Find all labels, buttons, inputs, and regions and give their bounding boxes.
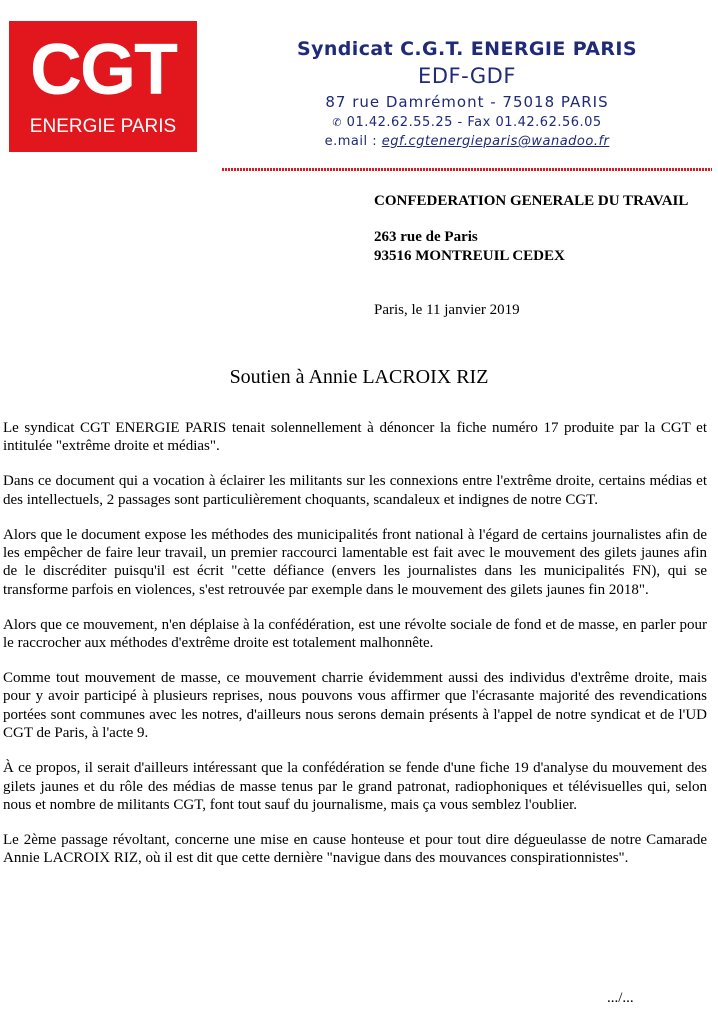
body-paragraph: Le syndicat CGT ENERGIE PARIS tenait solennellement à dénoncer la fiche numéro 17 produite par la CGT et intitulée "extrême droite et médias".	[3, 420, 707, 455]
letterhead-address: 87 rue Damrémont - 75018 PARIS	[325, 93, 609, 111]
email-label: e.mail :	[324, 134, 378, 149]
body-paragraph: Le 2ème passage révoltant, concerne une mise en cause honteuse et pour tout dire dégueulasse de notre Camarade Annie LACROIX RIZ, où il est dit que cette dernière "navigue dans des mouvances conspirationnistes".	[3, 831, 707, 867]
body-paragraph: Alors que le document expose les méthodes des municipalités front national à l'égard de certains journalistes afin de les empêcher de faire leur travail, un premier raccourci lamentable est fait avec le mouvement des gilets jaunes afin de le discréditer puisqu'il est écrit "cette défiance (envers les journalistes dans les municipalités FN), qui se transforme parfois en violences, s'est retrouvée par exemple dans le mouvement des gilets jaunes fin 2018".	[3, 526, 707, 598]
continuation-mark: .../...	[607, 990, 634, 1006]
recipient-city: 93516 MONTREUIL CEDEX	[374, 248, 565, 264]
logo-wordmark: CGT	[30, 30, 176, 110]
letterhead-divider	[222, 168, 712, 171]
body-paragraph: Comme tout mouvement de masse, ce mouvement charrie évidemment aussi des individus d'extrême droite, mais pour y avoir participé à plusieurs reprises, nous pouvons vous affirmer que l'écrasante majorité des revendications portées sont communes avec les notres, d'ailleurs nous serons demain présents à l'appel de notre syndicat et de l'UD CGT de Paris, à l'acte 9.	[3, 670, 707, 742]
letter-body	[3, 419, 707, 884]
recipient-street: 263 rue de Paris	[374, 229, 478, 245]
email-link[interactable]: egf.cgtenergieparis@wanadoo.fr	[381, 134, 610, 149]
body-paragraph: Alors que ce mouvement, n'en déplaise à la confédération, est une révolte sociale de fond et de masse, en parler pour le raccrocher aux méthodes d'extrême droite est totalement malhonnête.	[3, 616, 707, 652]
body-paragraph: Dans ce document qui a vocation à éclairer les militants sur les connexions entre l'extrême droite, certains médias et des intellectuels, 2 passages sont particulièrement choquants, scandaleux et indignes de notre CGT.	[3, 473, 707, 508]
letterhead-phone	[260, 115, 674, 130]
letter-title: Soutien à Annie LACROIX RIZ	[229, 366, 489, 388]
logo-tagline: ENERGIE PARIS	[29, 116, 177, 137]
phone-numbers: 01.42.62.55.25 - Fax 01.42.62.56.05	[346, 115, 602, 130]
cgt-logo	[9, 21, 197, 152]
letterhead-subtitle: EDF-GDF	[418, 64, 516, 88]
letterhead-email	[260, 134, 674, 149]
recipient-name: CONFEDERATION GENERALE DU TRAVAIL	[374, 193, 689, 209]
letterhead-title: Syndicat C.G.T. ENERGIE PARIS	[297, 38, 637, 60]
phone-icon: ✆	[332, 116, 343, 129]
letter-date: Paris, le 11 janvier 2019	[374, 302, 520, 318]
body-paragraph: À ce propos, il serait d'ailleurs intéressant que la confédération se fende d'une fiche 19 d'analyse du mouvement des gilets jaunes et du rôle des médias de masse tenus par le grand patronat, radiophoniques et télévisuelles qui, selon nous et nombre de militants CGT, font tout sauf du journalisme, mais ça vous semblez l'oublier.	[3, 760, 707, 813]
